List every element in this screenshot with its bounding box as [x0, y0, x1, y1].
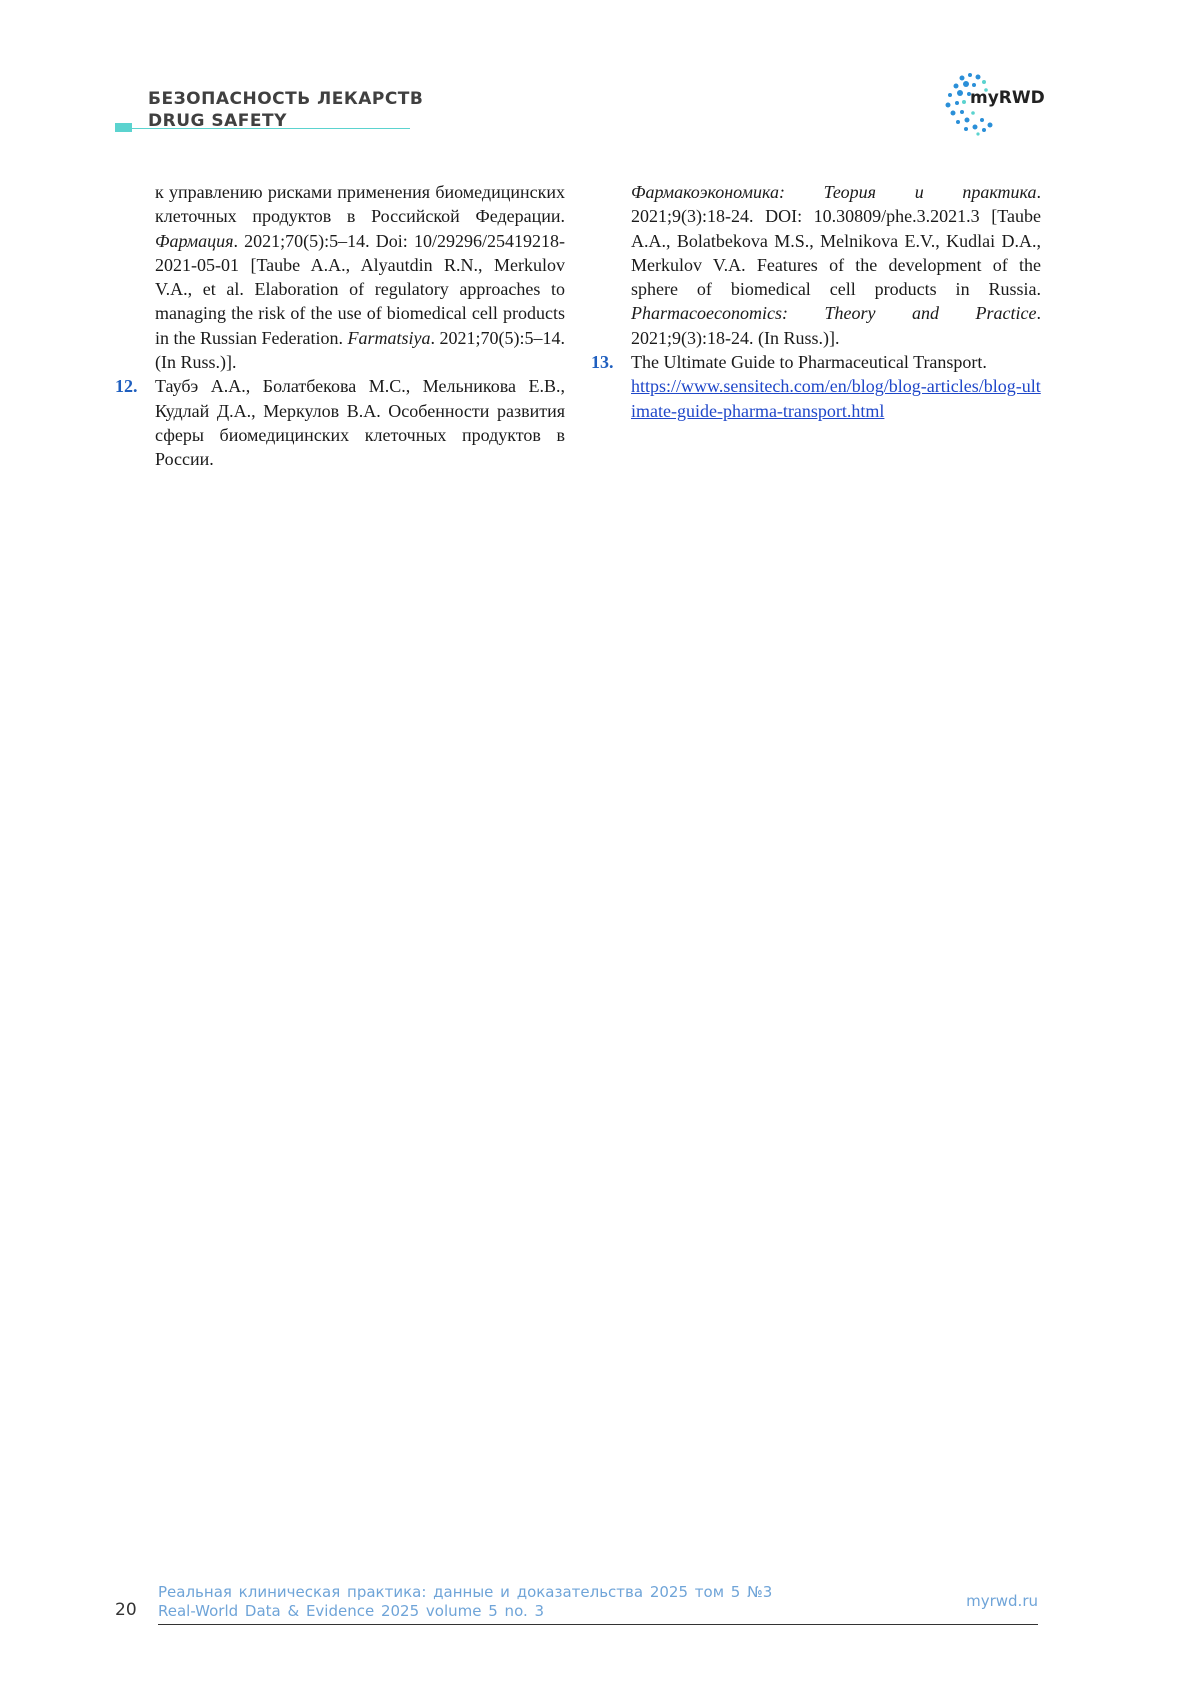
ref12-details: . 2021;9(3):18-24. DOI: 10.30809/phe.3.2021.3 [Taube A.A., Bolatbekova M.S., Melnikova E.V., Kudlai D.A., Merkulov V.A. Features of the development of the sphere of biomedical cell products in Russia. — [631, 182, 1041, 300]
reference-13 — [591, 350, 1041, 423]
footer-journal-ru: Реальная клиническая практика: данные и доказательства 2025 том 5 №3 — [158, 1583, 773, 1601]
ref12-journal: Фармакоэкономика: Теория и практика — [631, 182, 1037, 202]
reference-column-right — [591, 180, 1041, 423]
ref13-title: The Ultimate Guide to Pharmaceutical Transport. — [631, 352, 987, 373]
ref12-end: . 2021;9(3):18-24. (In Russ.)]. — [631, 303, 1041, 348]
ref11-journal: Фармация — [155, 230, 234, 251]
ref12-journal-en: Pharmacoeconomics: Theory and Practice — [631, 303, 1037, 324]
section-title — [148, 88, 423, 132]
logo-text: myRWD — [970, 88, 1045, 108]
ref12-number: 12. — [115, 376, 138, 397]
header-rule — [115, 128, 410, 129]
footer-site-link[interactable]: myrwd.ru — [966, 1592, 1038, 1610]
section-title-en: DRUG SAFETY — [148, 111, 287, 131]
ref13-link[interactable]: https://www.sensitech.com/en/blog/blog-articles/blog-ultimate-guide-pharma-transport.html — [631, 376, 1041, 421]
section-title-ru: БЕЗОПАСНОСТЬ ЛЕКАРСТВ — [148, 89, 424, 109]
ref12-text-start: Таубэ А.А., Болатбекова М.С., Мельникова Е.В., Кудлай Д.А., Меркулов В.А. Особенности развития сферы биомедицинских клеточных продуктов в России. — [155, 376, 565, 470]
reference-12 — [115, 374, 565, 471]
page-number: 20 — [115, 1600, 137, 1620]
footer-journal-en: Real-World Data & Evidence 2025 volume 5 no. 3 — [158, 1602, 545, 1620]
reference-12-continued — [631, 180, 1041, 350]
ref11-end: . 2021;70(5):5–14. (In Russ.)]. — [155, 327, 565, 373]
ref13-number: 13. — [591, 352, 614, 373]
ref11-text: к управлению рисками применения биомедицинских клеточных продуктов в Российской Федерации. — [155, 182, 565, 227]
ref11-details: . 2021;70(5):5–14. Doi: 10/29296/25419218-2021-05-01 [Taube A.A., Alyautdin R.N., Merkulov V.A., et al. Elaboration of regulatory approaches to managing the risk of the use of biomedical cell products in the Russian Federation. — [155, 230, 565, 348]
reference-column-left — [115, 180, 565, 472]
ref11-journal-en: Farmatsiya — [347, 327, 431, 348]
reference-11-continued — [155, 180, 565, 374]
footer-rule — [158, 1624, 1038, 1625]
